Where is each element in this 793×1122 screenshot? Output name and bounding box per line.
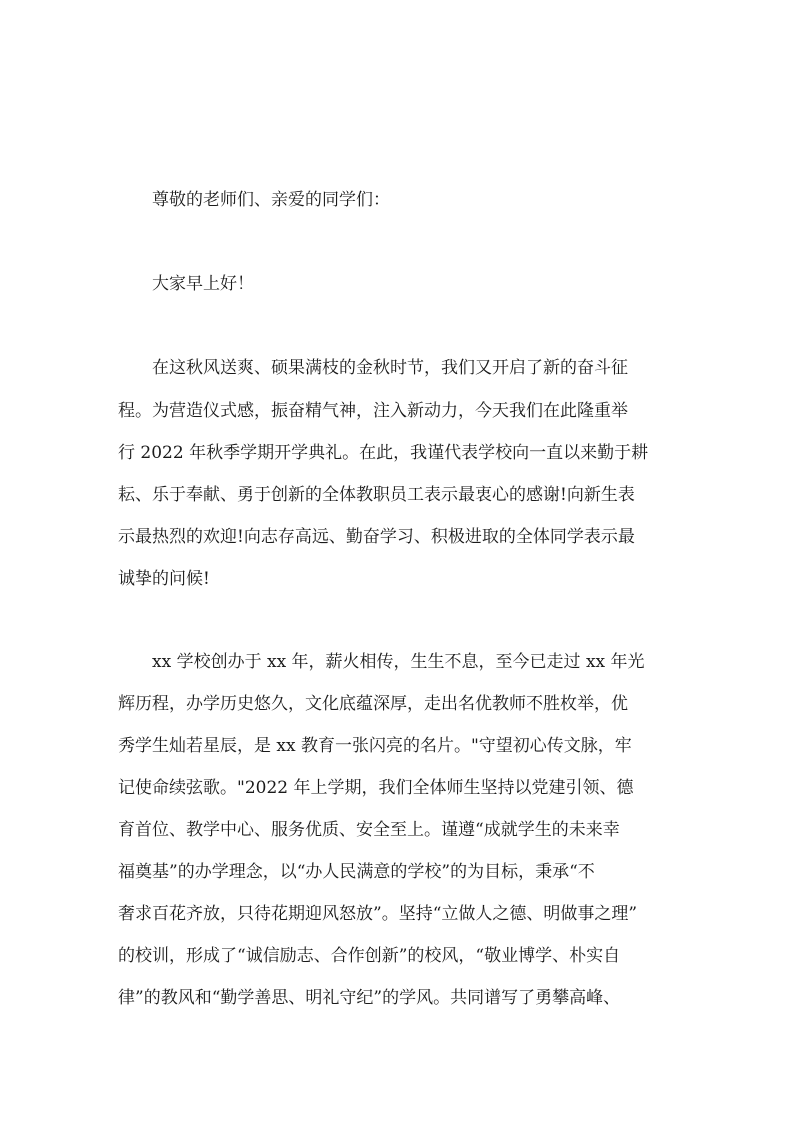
salutation: 尊敬的老师们、亲爱的同学们： bbox=[152, 190, 390, 210]
paragraph-1-line: 诚挚的问候! bbox=[118, 569, 210, 589]
paragraph-1-line: 行 2022 年秋季学期开学典礼。在此，我谨代表学校向一直以来勤于耕 bbox=[118, 443, 649, 463]
paragraph-1-line: 示最热烈的欢迎!向志存高远、勤奋学习、积极进取的全体同学表示最 bbox=[118, 527, 635, 547]
paragraph-2-line: 律”的教风和“勤学善思、明礼守纪”的学风。共同谱写了勇攀高峰、 bbox=[118, 988, 621, 1008]
paragraph-2-line: 辉历程，办学历史悠久，文化底蕴深厚，走出名优教师不胜枚举，优 bbox=[118, 694, 628, 714]
paragraph-2-line: 奢求百花齐放，只待花期迎风怒放”。坚持“立做人之德、明做事之理” bbox=[118, 904, 638, 924]
paragraph-1-line: 耘、乐于奉献、勇于创新的全体教职员工表示最衷心的感谢!向新生表 bbox=[118, 485, 635, 505]
paragraph-2-line: 的校训，形成了“诚信励志、合作创新”的校风，“敬业博学、朴实自 bbox=[118, 946, 621, 966]
paragraph-1-line: 在这秋风送爽、硕果满枝的金秋时节，我们又开启了新的奋斗征 bbox=[152, 358, 628, 378]
greeting: 大家早上好！ bbox=[152, 274, 254, 294]
paragraph-1-line: 程。为营造仪式感，振奋精气神，注入新动力，今天我们在此隆重举 bbox=[118, 401, 628, 421]
paragraph-2-line: 福奠基”的办学理念，以“办人民满意的学校”的为目标，秉承“不 bbox=[118, 862, 595, 882]
paragraph-2-line: 育首位、教学中心、服务优质、安全至上。谨遵“成就学生的未来幸 bbox=[118, 820, 620, 840]
paragraph-2-line: xx 学校创办于 xx 年，薪火相传，生生不息，至今已走过 xx 年光 bbox=[152, 652, 645, 672]
paragraph-2-line: 记使命续弦歌。"2022 年上学期，我们全体师生坚持以党建引领、德 bbox=[118, 778, 634, 798]
paragraph-2-line: 秀学生灿若星辰，是 xx 教育一张闪亮的名片。"守望初心传文脉，牢 bbox=[118, 736, 632, 756]
